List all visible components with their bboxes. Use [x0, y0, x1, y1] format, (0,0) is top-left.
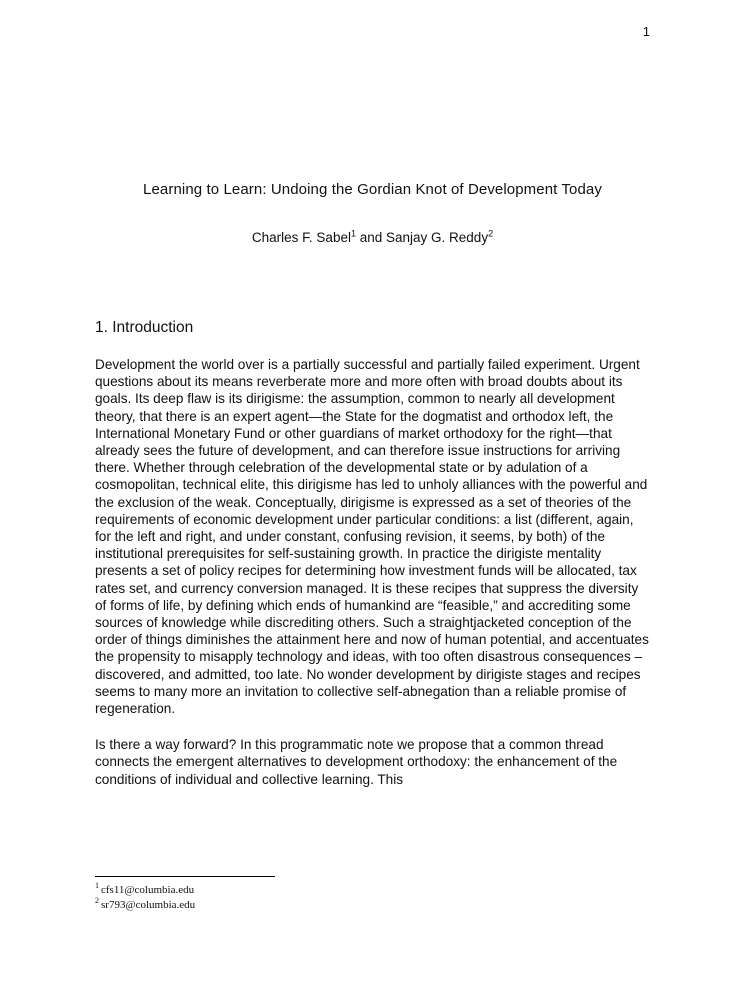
document-title: Learning to Learn: Undoing the Gordian Knot of Development Today [143, 181, 602, 198]
author-2-name: Sanjay G. Reddy [386, 230, 489, 245]
author-2-footnote-marker: 2 [488, 228, 494, 239]
author-1-footnote-marker: 1 [350, 228, 356, 239]
authors-line [95, 230, 650, 245]
footnote-1-marker: 1 [95, 881, 99, 891]
footnote-area [95, 876, 650, 913]
paragraph-1: Development the world over is a partially successful and partially failed experiment. Urgent questions about its means reverberate more and more often with broad doubts about its goals. Its deep flaw is its dirigisme: the assumption, common to nearly all development theory, that there is an expert agent—the State for the dogmatist and orthodox left, the International Monetary Fund or other guardians of market orthodoxy for the right—that already sees the future of development, and can therefore issue instructions for arriving there. Whether through celebration of the developmental state or by adulation of a cosmopolitan, technical elite, this dirigisme has led to unholy alliances with the powerful and the exclusion of the weak. Conceptually, dirigisme is expressed as a set of theories of the requirements of economic development under particular conditions: a list (different, again, for the left and right, and under constant, confusing revision, it seems, by both) of the institutional prerequisites for self-sustaining growth. In practice the dirigiste mentality presents a set of policy recipes for determining how investment funds will be allocated, tax rates set, and currency conversion managed. It is these recipes that suppress the diversity of forms of life, by defining which ends of humankind are “feasible,” and accrediting some sources of knowledge while discrediting others. Such a straightjacketed conception of the order of things diminishes the attainment here and now of human potential, and accentuates the propensity to misapply technology and ideas, with too often disastrous consequences – discovered, and admitted, too late. No wonder development by dirigiste stages and recipes seems to many more an invitation to collective self-abnegation than a reliable promise of regeneration. [95, 357, 649, 717]
footnote-2 [95, 898, 650, 913]
footnote-1 [95, 883, 650, 898]
footnote-1-text: cfs11@columbia.edu [101, 884, 195, 896]
footnote-2-marker: 2 [95, 896, 99, 906]
paragraph-2: Is there a way forward? In this programmatic note we propose that a common thread connects the emergent alternatives to development orthodoxy: the enhancement of the conditions of individual and collective learning. This [95, 737, 618, 787]
section-heading-introduction: 1. Introduction [95, 319, 194, 336]
footnote-2-text: sr793@columbia.edu [101, 899, 196, 911]
page-number: 1 [642, 24, 650, 39]
footnote-separator-rule [95, 876, 275, 877]
authors-separator: and [355, 230, 387, 245]
author-1-name: Charles F. Sabel [251, 230, 351, 245]
